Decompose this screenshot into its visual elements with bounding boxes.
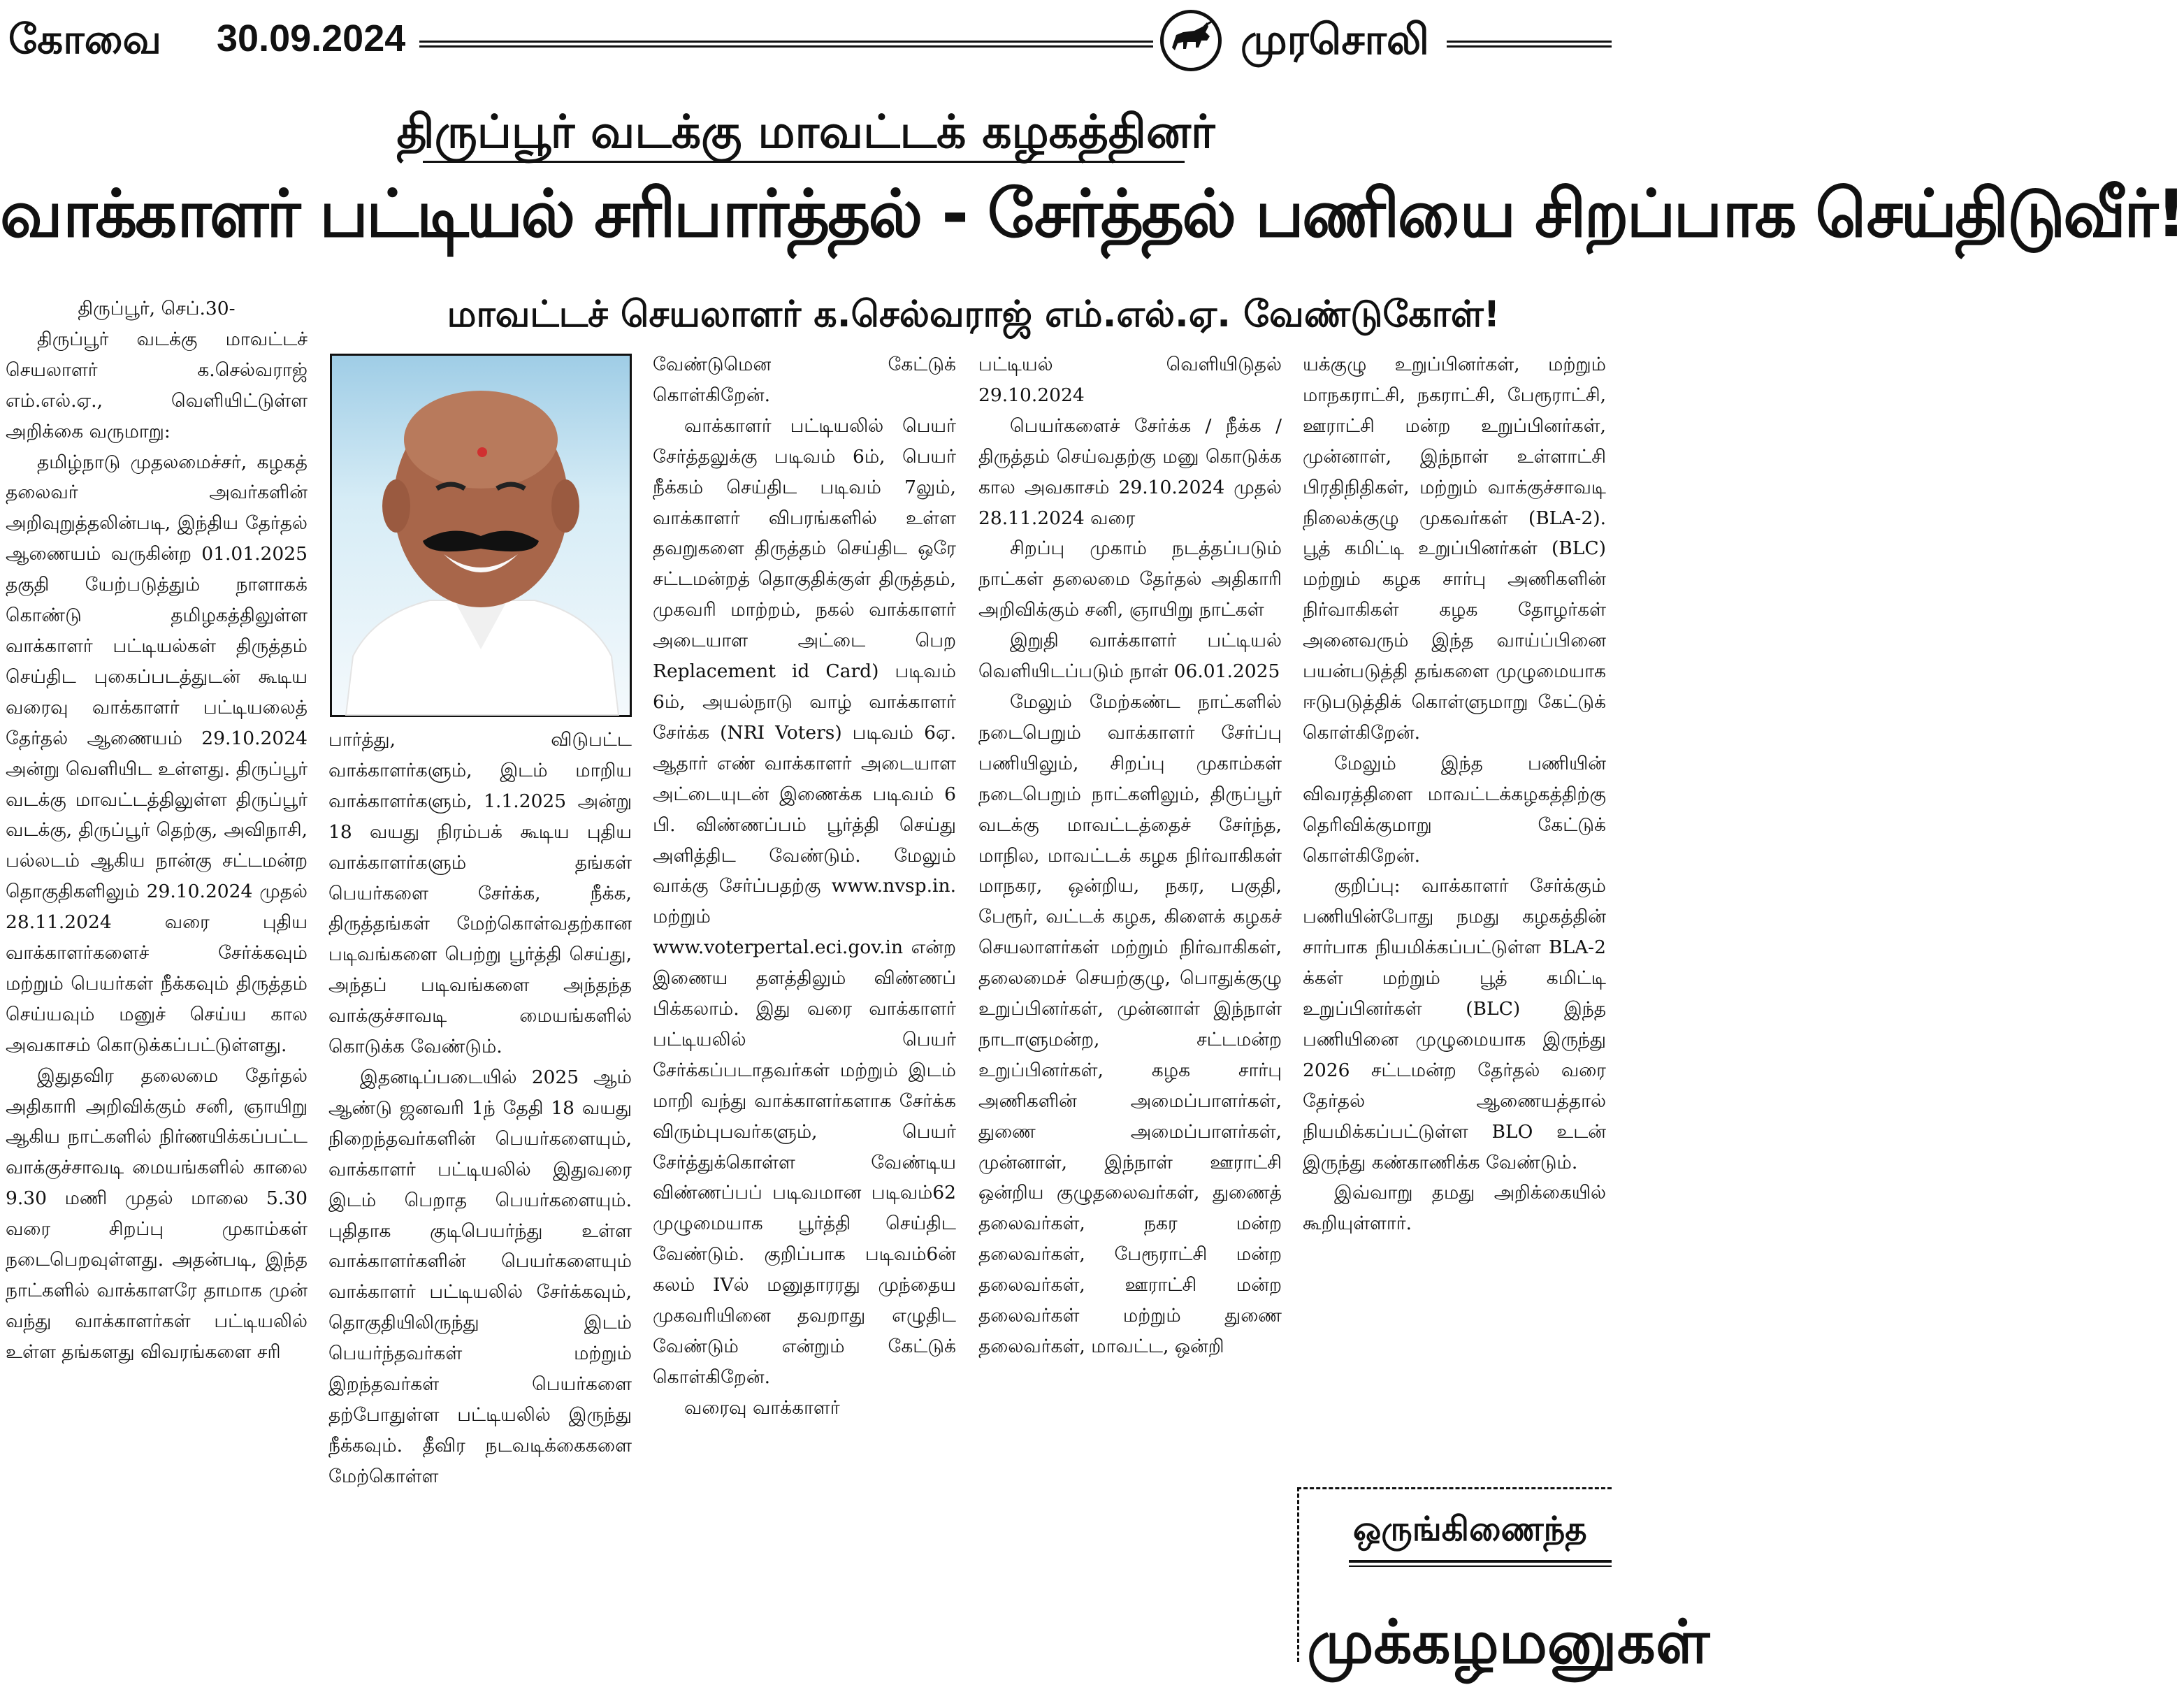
paragraph: சிறப்பு முகாம் நடத்தப்படும் நாட்கள் தலைமை தேர்தல் அதிகாரி அறிவிக்கும் சனி, ஞாயிறு நாட்கள் [978, 537, 1282, 621]
paragraph: வேண்டுமென கேட்டுக் கொள்கிறேன். [653, 354, 956, 406]
masthead [0, 0, 1612, 84]
paragraph: குறிப்பு: வாக்காளர் சேர்க்கும் பணியின்போது நமது கழகத்தின் சார்பாக நியமிக்கப்பட்டுள்ள BLA-2 க்கள் மற்றும் பூத் கமிட்டி உறுப்பினர்கள் (BLC) இந்த பணியினை முழுமையாக இருந்து 2026 சட்டமன்ற தேர்தல் வரை தேர்தல் ஆணையத்தால் நியமிக்கப்பட்டுள்ள BLO உடன் இருந்து கண்காணிக்க வேண்டும். [1303, 875, 1606, 1173]
paragraph: இதுதவிர தலைமை தேர்தல் அதிகாரி அறிவிக்கும் சனி, ஞாயிறு ஆகிய நாட்களில் நிர்ணயிக்கப்பட்ட வாக்குச்சாவடி மையங்களில் காலை 9.30 மணி முதல் மாலை 5.30 வரை சிறப்பு முகாம்கள் நடைபெறவுள்ளது. அதன்படி, இந்த நாட்களில் வாக்காளரே தாமாக முன் வந்து வாக்காளர்கள் பட்டியலில் உள்ள தங்களது விவரங்களை சரி [6, 1064, 308, 1363]
masthead-rule-right [1447, 41, 1612, 48]
paragraph: தமிழ்நாடு முதலமைச்சர், கழகத் தலைவர் அவர்களின் அறிவுறுத்தலின்படி, இந்திய தேர்தல் ஆணையம் வருகின்ற 01.01.2025 தகுதி யேற்படுத்தும் நாளாகக் கொண்டு தமிழகத்திலுள்ள வாக்காளர் பட்டியல்கள் திருத்தம் செய்திட புகைப்படத்துடன் கூடிய வரைவு வாக்காளர் பட்டியலைத் தேர்தல் ஆணையம் 29.10.2024 அன்று வெளியிட உள்ளது. திருப்பூர் வடக்கு மாவட்டத்திலுள்ள திருப்பூர் வடக்கு, திருப்பூர் தெற்கு, அவிநாசி, பல்லடம் ஆகிய நான்கு சட்டமன்ற தொகுதிகளிலும் 29.10.2024 முதல் 28.11.2024 வரை புதிய வாக்காளர்களைச் சேர்க்கவும் மற்றும் பெயர்கள் நீக்கவும் திருத்தம் செய்யவும் மனுச் செய்ய கால அவகாசம் கொடுக்கப்பட்டுள்ளது. [6, 451, 308, 1056]
paragraph: இவ்வாறு தமது அறிக்கையில் கூறியுள்ளார். [1303, 1182, 1606, 1235]
bull-emblem-icon [1160, 10, 1222, 71]
article-subhead: மாவட்டச் செயலாளர் க.செல்வராஜ் எம்.எல்.ஏ. வேண்டுகோள்! [447, 294, 1500, 335]
article-column-2 [328, 725, 632, 1492]
edition-city: கோவை [8, 15, 161, 63]
paragraph: இறுதி வாக்காளர் பட்டியல் வெளியிடப்படும் நாள் 06.01.2025 [978, 630, 1282, 683]
article-headline: வாக்காளர் பட்டியல் சரிபார்த்தல் - சேர்த்தல் பணியை சிறப்பாக செய்திடுவீர்! [0, 176, 2184, 252]
kicker-underline [423, 161, 1185, 163]
newspaper-name: முரசொலி [1241, 15, 1429, 64]
paragraph: திருப்பூர் வடக்கு மாவட்டச் செயலாளர் க.செல்வராஜ் எம்.எல்.ஏ., வெளியிட்டுள்ள அறிக்கை வருமாறு: [6, 328, 308, 442]
paragraph: வாக்காளர் பட்டியலில் பெயர் சேர்த்தலுக்கு படிவம் 6ம், பெயர் நீக்கம் செய்திட படிவம் 7லும், வாக்காளர் விபரங்களில் உள்ள தவறுகளை திருத்தம் செய்திட ஒரே சட்டமன்றத் தொகுதிக்குள் திருத்தம், முகவரி மாற்றம், நகல் வாக்காளர் அடையாள அட்டை பெற Replacement id Card) படிவம் 6ம், அயல்நாடு வாழ் வாக்காளர் சேர்க்க (NRI Voters) படிவம் 6ஏ. ஆதார் எண் வாக்காளர் அடையாள அட்டையுடன் இணைக்க படிவம் 6 பி. விண்ணப்பம் பூர்த்தி செய்து அளித்திட வேண்டும். மேலும் வாக்கு சேர்ப்பதற்கு www.nvsp.in. மற்றும் www.voterpertal.eci.gov.in என்ற இணைய தளத்திலும் விண்ணப் பிக்கலாம். இது வரை வாக்காளர் பட்டியலில் பெயர் சேர்க்கப்படாதவர்கள் மற்றும் இடம் மாறி வந்து வாக்காளர்களாக சேர்க்க விரும்புபவர்களும், பெயர் சேர்த்துக்கொள்ள வேண்டிய விண்ணப்பப் படிவமான படிவம்62 முழுமையாக பூர்த்தி செய்திட வேண்டும். குறிப்பாக படிவம்6ன் கலம் IVல் மனுதாரரது முந்தைய முகவரியினை தவறாது எழுதிட வேண்டும் என்றும் கேட்டுக் கொள்கிறேன். [653, 414, 956, 1388]
article-column-1 [6, 294, 308, 1368]
adjacent-article-headline: முக்கழமனுகள் [1307, 1607, 1710, 1677]
paragraph: யக்குழு உறுப்பினர்கள், மற்றும் மாநகராட்சி, நகராட்சி, பேரூராட்சி, ஊராட்சி மன்ற உறுப்பினர்கள், முன்னாள், இந்நாள் உள்ளாட்சி பிரதிநிதிகள், மற்றும் வாக்குச்சாவடி நிலைக்குழு முகவர்கள் (BLA-2). பூத் கமிட்டி உறுப்பினர்கள் (BLC) மற்றும் கழக சார்பு அணிகளின் நிர்வாகிகள் கழக தோழர்கள் அனைவரும் இந்த வாய்ப்பினை பயன்படுத்தி தங்களை முழுமையாக ஈடுபடுத்திக் கொள்ளுமாறு கேட்டுக் கொள்கிறேன். [1303, 354, 1606, 744]
masthead-rule-left [419, 41, 1153, 48]
paragraph: மேலும் மேற்கண்ட நாட்களில் நடைபெறும் வாக்காளர் சேர்ப்பு பணியிலும், சிறப்பு முகாம்கள் நடைபெறும் நாட்களிலும், திருப்பூர் வடக்கு மாவட்டத்தைச் சேர்ந்த, மாநில, மாவட்டக் கழக நிர்வாகிகள் மாநகர, ஒன்றிய, நகர, பகுதி, பேரூர், வட்டக் கழக, கிளைக் கழகச் செயலாளர்கள் மற்றும் நிர்வாகிகள், தலைமைச் செயற்குழு, பொதுக்குழு உறுப்பினர்கள், முன்னாள் இந்நாள் நாடாளுமன்ற, சட்டமன்ற உறுப்பினர்கள், கழக சார்பு அணிகளின் அமைப்பாளர்கள், துணை அமைப்பாளர்கள், முன்னாள், இந்நாள் ஊராட்சி ஒன்றிய குழுதலைவர்கள், துணைத் தலைவர்கள், நகர மன்ற தலைவர்கள், பேரூராட்சி மன்ற தலைவர்கள், ஊராட்சி மன்ற தலைவர்கள் மற்றும் துணை தலைவர்கள், மாவட்ட, ஒன்றி [978, 690, 1282, 1357]
paragraph: பட்டியல் வெளியிடுதல் 29.10.2024 [978, 354, 1282, 406]
portrait-photo-icon [330, 354, 632, 717]
paragraph: வரைவு வாக்காளர் [684, 1396, 840, 1419]
edition-date: 30.09.2024 [217, 17, 406, 59]
article-column-4 [978, 349, 1282, 1362]
article-column-5 [1303, 349, 1606, 1239]
adjacent-article-kicker: ஒருங்கிணைந்த [1353, 1510, 1587, 1549]
article-kicker: திருப்பூர் வடக்கு மாவட்டக் கழகத்தினர் [396, 105, 1215, 159]
article-column-3 [653, 349, 956, 1424]
paragraph: பார்த்து, விடுபட்ட வாக்காளர்களும், இடம் மாறிய வாக்காளர்களும், 1.1.2025 அன்று 18 வயது நிரம்பக் கூடிய புதிய வாக்காளர்களும் தங்கள் பெயர்களை சேர்க்க, நீக்க, திருத்தங்கள் மேற்கொள்வதற்கான படிவங்களை பெற்று பூர்த்தி செய்து, அந்தப் படிவங்களை அந்தந்த வாக்குச்சாவடி மையங்களில் கொடுக்க வேண்டும். [328, 729, 632, 1058]
paragraph: பெயர்களைச் சேர்க்க / நீக்க / திருத்தம் செய்வதற்கு மனு கொடுக்க கால அவகாசம் 29.10.2024 முதல் 28.11.2024 வரை [978, 414, 1282, 529]
paragraph: இதனடிப்படையில் 2025 ஆம் ஆண்டு ஜனவரி 1ந் தேதி 18 வயது நிறைந்தவர்களின் பெயர்களையும், வாக்காளர் பட்டியலில் இதுவரை இடம் பெறாத பெயர்களையும். புதிதாக குடிபெயர்ந்து உள்ள வாக்காளர்களின் பெயர்களையும் வாக்காளர் பட்டியலில் சேர்க்கவும், தொகுதியிலிருந்து இடம் பெயர்ந்தவர்கள் மற்றும் இறந்தவர்கள் பெயர்களை தற்போதுள்ள பட்டியலில் இருந்து நீக்கவும். தீவிர நடவடிக்கைகளை மேற்கொள்ள [328, 1066, 632, 1487]
article-dateline: திருப்பூர், செப்.30- [78, 298, 236, 319]
paragraph: மேலும் இந்த பணியின் விவரத்திளை மாவட்டக்கழகத்திற்கு தெரிவிக்குமாறு கேட்டுக் கொள்கிறேன். [1303, 752, 1606, 867]
adjacent-article-rule [1349, 1560, 1612, 1567]
